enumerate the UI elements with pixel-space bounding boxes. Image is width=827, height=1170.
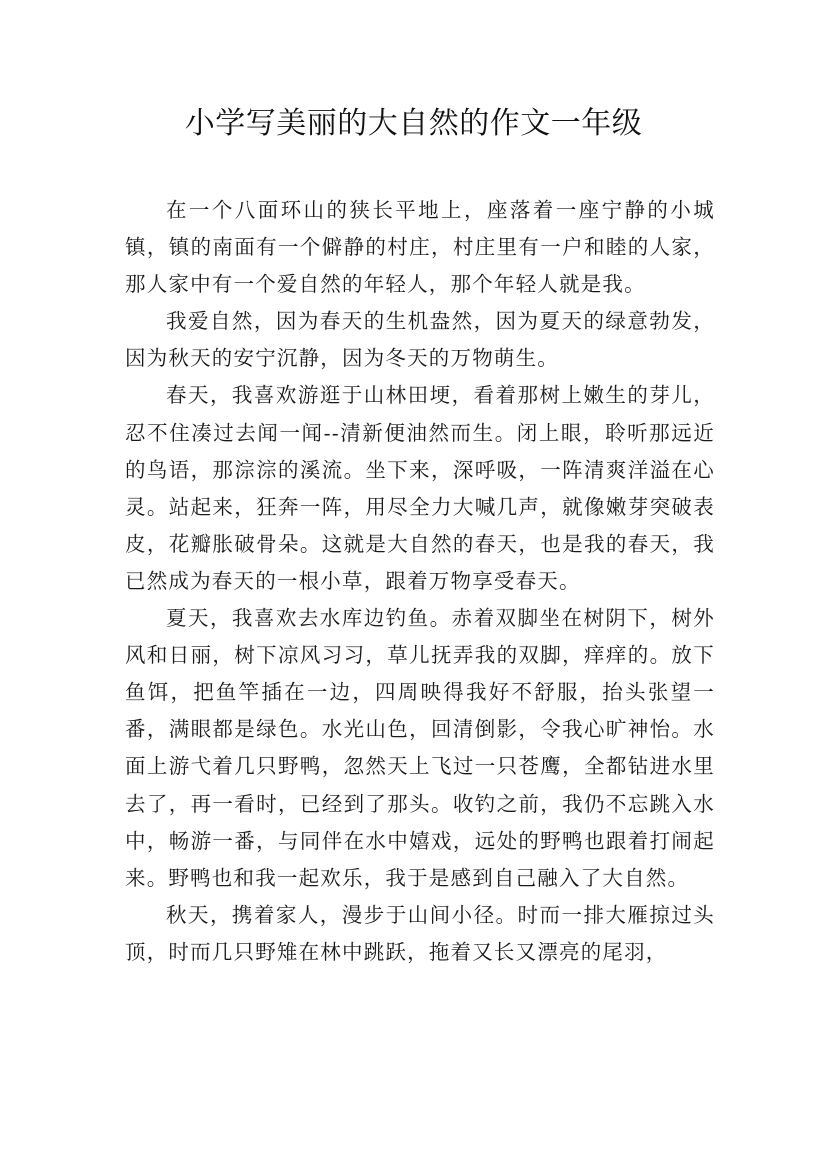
paragraph: 秋天，携着家人，漫步于山间小径。时而一排大雁掠过头顶，时而几只野雉在林中跳跃，拖着又长又漂亮的尾羽， [125, 902, 715, 964]
paragraph: 在一个八面环山的狭长平地上，座落着一座宁静的小城镇，镇的南面有一个僻静的村庄，村庄里有一户和睦的人家，那人家中有一个爱自然的年轻人，那个年轻人就是我。 [125, 198, 715, 297]
document-body [125, 192, 715, 971]
paragraph: 春天，我喜欢游逛于山林田埂，看着那树上嫩生的芽儿，忍不住凑过去闻一闻--清新便油然而生。闭上眼，聆听那远近的鸟语，那淙淙的溪流。坐下来，深呼吸，一阵清爽洋溢在心灵。站起来，狂奔一阵，用尽全力大喊几声，就像嫩芽突破表皮，花瓣胀破骨朵。这就是大自然的春天，也是我的春天，我已然成为春天的一根小草，跟着万物享受春天。 [125, 383, 715, 593]
paragraph: 我爱自然，因为春天的生机盎然，因为夏天的绿意勃发，因为秋天的安宁沉静，因为冬天的万物萌生。 [125, 309, 715, 371]
document-title: 小学写美丽的大自然的作文一年级 [184, 106, 643, 141]
paragraph: 夏天，我喜欢去水库边钓鱼。赤着双脚坐在树阴下，树外风和日丽，树下凉风习习，草儿抚弄我的双脚，痒痒的。放下鱼饵，把鱼竿插在一边，四周映得我好不舒服，抬头张望一番，满眼都是绿色。水光山色，回清倒影，令我心旷神怡。水面上游弋着几只野鸭，忽然天上飞过一只苍鹰，全都钻进水里去了，再一看时，已经到了那头。收钓之前，我仍不忘跳入水中，畅游一番，与同伴在水中嬉戏，远处的野鸭也跟着打闹起来。野鸭也和我一起欢乐，我于是感到自己融入了大自然。 [125, 606, 715, 890]
